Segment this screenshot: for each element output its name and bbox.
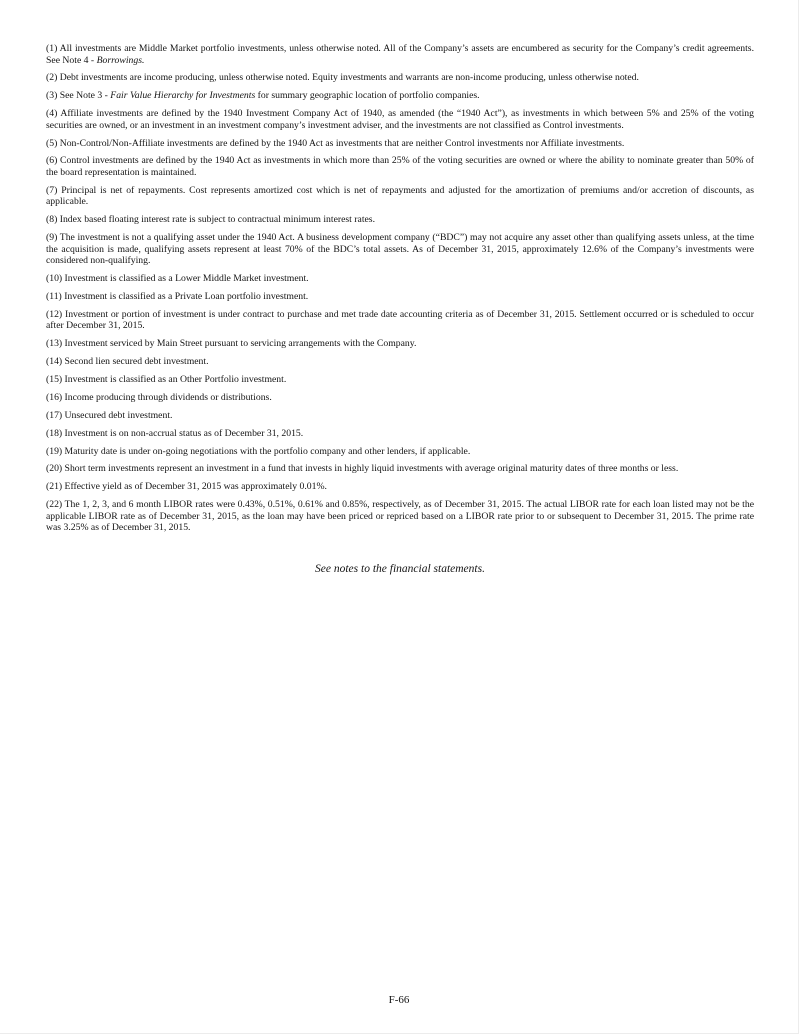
- footnote-text: (13) Investment serviced by Main Street pursuant to servicing arrangements with the Company.: [46, 338, 417, 350]
- footnote-text: (2) Debt investments are income producing, unless otherwise noted. Equity investments and warrants are non-income producing, unless otherwise noted.: [46, 72, 639, 84]
- footnote: [46, 463, 754, 475]
- footnote-text: (11) Investment is classified as a Private Loan portfolio investment.: [46, 290, 309, 302]
- footnote: [46, 499, 754, 534]
- page-number: F-66: [388, 994, 410, 1006]
- footnote-text: (3) See Note 3 -: [46, 90, 111, 102]
- footnote-italic-text: Fair Value Hierarchy for Investments: [110, 90, 256, 102]
- footnote-text: (7) Principal is net of repayments. Cost represents amortized cost which is net of repayments and adjusted for the amortization of premiums and/or accretion of discounts, as applicable.: [46, 184, 754, 208]
- footnote: [46, 72, 754, 84]
- footnote-text: (16) Income producing through dividends or distributions.: [46, 391, 272, 403]
- footnote-text: (15) Investment is classified as an Other Portfolio investment.: [46, 373, 287, 385]
- footnote-text: (5) Non-Control/Non-Affiliate investments are defined by the 1940 Act as investments that are neither Control investments nor Affiliate investments.: [46, 137, 625, 149]
- footnote-text: for summary geographic location of portfolio companies.: [255, 90, 480, 102]
- footnote: [46, 232, 754, 267]
- footnote-text: (8) Index based floating interest rate is subject to contractual minimum interest rates.: [46, 214, 376, 226]
- footnote-text: (4) Affiliate investments are defined by the 1940 Investment Company Act of 1940, as amended (the “1940 Act”), as investments in which between 5% and 25% of the voting securities are owned, or an investment in an investment company’s investment adviser, and the investments are not classified as Control investments.: [46, 108, 754, 131]
- footnote: [46, 446, 754, 458]
- footnote: [46, 273, 754, 285]
- footnote: [46, 291, 754, 303]
- footnotes-list: [46, 43, 754, 534]
- footnote: [46, 138, 754, 150]
- footnote-text: (20) Short term investments represent an investment in a fund that invests in highly liquid investments with average original maturity dates of three months or less.: [46, 463, 679, 475]
- footnote: [46, 43, 754, 66]
- footnote: [46, 374, 754, 386]
- footnote-text: (17) Unsecured debt investment.: [46, 409, 173, 421]
- footnote: [46, 214, 754, 226]
- closing-note: See notes to the financial statements.: [315, 562, 485, 575]
- footnote-text: (6) Control investments are defined by the 1940 Act as investments in which more than 25% of the voting securities are owned or where the ability to nominate greater than 50% of the board representation is maintained.: [46, 155, 754, 178]
- footnote: [46, 338, 754, 350]
- footnote: [46, 155, 754, 178]
- footnote-text: (12) Investment or portion of investment is under contract to purchase and met trade date accounting criteria as of December 31, 2015. Settlement occurred or is scheduled to occur after December 31, 2015.: [46, 308, 754, 332]
- footnote: [46, 90, 754, 102]
- footnote-text: (10) Investment is classified as a Lower Middle Market investment.: [46, 273, 309, 285]
- footnote: [46, 309, 754, 332]
- footnote: [46, 481, 754, 493]
- footnote-text: (18) Investment is on non-accrual status as of December 31, 2015.: [46, 427, 304, 439]
- footnote-text: (9) The investment is not a qualifying asset under the 1940 Act. A business development company (“BDC”) may not acquire any asset other than qualifying assets unless, at the time the acquisition is made, qualifying assets represent at least 70% of the BDC’s total assets. As of December 31, 2015, approximately 12.6% of the Company’s investments were considered non-qualifying.: [46, 232, 754, 267]
- footnote-text: (19) Maturity date is under on-going negotiations with the portfolio company and other lenders, if applicable.: [46, 445, 471, 457]
- footnote: [46, 185, 754, 208]
- footnote: [46, 392, 754, 404]
- footnote-text: (21) Effective yield as of December 31, 2015 was approximately 0.01%.: [46, 481, 327, 493]
- footnote-italic-text: Borrowings.: [96, 54, 145, 66]
- footnote: [46, 410, 754, 422]
- footnote-text: (14) Second lien secured debt investment.: [46, 356, 209, 368]
- footnote: [46, 108, 754, 131]
- footnote: [46, 428, 754, 440]
- footnote-text: (22) The 1, 2, 3, and 6 month LIBOR rates were 0.43%, 0.51%, 0.61% and 0.85%, respectively, as of December 31, 2015. The actual LIBOR rate for each loan listed may not be the applicable LIBOR rate as of December 31, 2015, as the loan may have been priced or repriced based on a LIBOR rate prior to or subsequent to December 31, 2015. The prime rate was 3.25% as of December 31, 2015.: [46, 499, 754, 534]
- footnote-text: (1) All investments are Middle Market portfolio investments, unless otherwise noted. All of the Company’s assets are encumbered as security for the Company’s credit agreements. See Note 4 -: [46, 43, 754, 66]
- footnote: [46, 356, 754, 368]
